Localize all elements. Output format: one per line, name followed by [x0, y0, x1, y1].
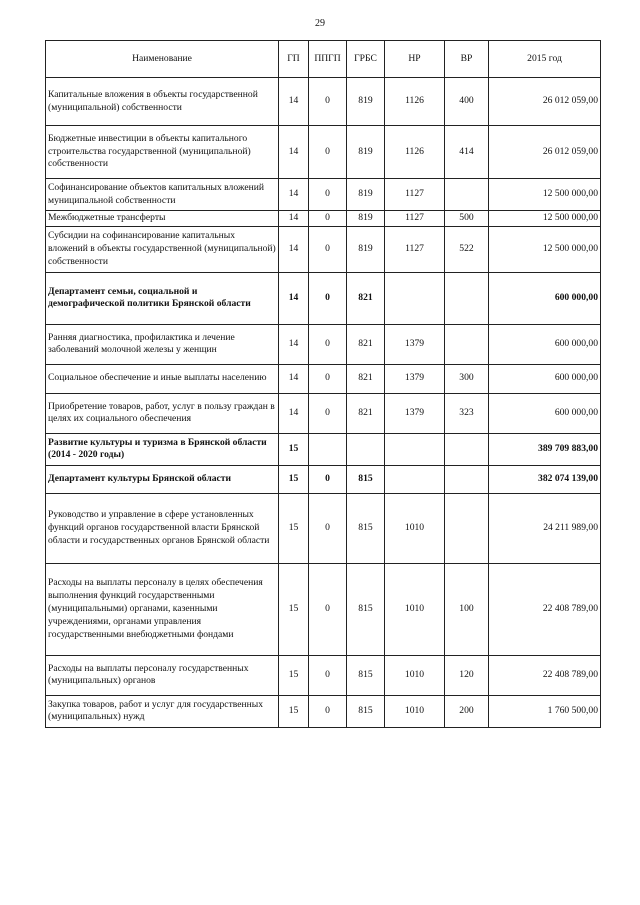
cell-ppgp: 0: [309, 493, 347, 563]
cell-amount: 389 709 883,00: [489, 433, 601, 465]
table-row: [46, 433, 601, 465]
cell-gp: 14: [279, 324, 309, 364]
cell-gp: 15: [279, 493, 309, 563]
cell-name: Департамент семьи, социальной и демографической политики Брянской области: [46, 272, 279, 324]
cell-grbs: 819: [347, 211, 385, 227]
cell-vr: [445, 493, 489, 563]
cell-gp: 14: [279, 272, 309, 324]
cell-ppgp: 0: [309, 179, 347, 211]
cell-amount: 12 500 000,00: [489, 211, 601, 227]
cell-amount: 600 000,00: [489, 364, 601, 393]
cell-grbs: 819: [347, 126, 385, 179]
cell-np: 1379: [385, 393, 445, 433]
cell-amount: 600 000,00: [489, 272, 601, 324]
cell-name: Ранняя диагностика, профилактика и лечение заболеваний молочной железы у женщин: [46, 324, 279, 364]
table-row: [46, 78, 601, 126]
cell-ppgp: 0: [309, 78, 347, 126]
cell-name: Софинансирование объектов капитальных вложений муниципальной собственности: [46, 179, 279, 211]
cell-grbs: [347, 433, 385, 465]
cell-grbs: 819: [347, 78, 385, 126]
cell-np: 1010: [385, 655, 445, 695]
table-row: [46, 695, 601, 727]
cell-gp: 14: [279, 126, 309, 179]
cell-amount: 12 500 000,00: [489, 179, 601, 211]
cell-ppgp: 0: [309, 465, 347, 493]
cell-amount: 1 760 500,00: [489, 695, 601, 727]
cell-np: 1126: [385, 126, 445, 179]
table-row: [46, 179, 601, 211]
table-row: [46, 126, 601, 179]
page-number: 29: [315, 18, 325, 29]
table-row: [46, 324, 601, 364]
cell-np: 1379: [385, 324, 445, 364]
cell-vr: [445, 324, 489, 364]
cell-ppgp: 0: [309, 324, 347, 364]
cell-name: Департамент культуры Брянской области: [46, 465, 279, 493]
cell-np: 1379: [385, 364, 445, 393]
cell-grbs: 821: [347, 324, 385, 364]
header-ppgp: ППГП: [309, 41, 347, 78]
cell-np: 1127: [385, 211, 445, 227]
table-row: [46, 655, 601, 695]
cell-gp: 14: [279, 211, 309, 227]
cell-ppgp: [309, 433, 347, 465]
table-header-row: [46, 41, 601, 78]
cell-amount: 22 408 789,00: [489, 655, 601, 695]
cell-ppgp: 0: [309, 126, 347, 179]
cell-name: Субсидии на софинансирование капитальных вложений в объекты государственной (муниципальной) собственности: [46, 226, 279, 272]
table-row: [46, 563, 601, 655]
cell-name: Закупка товаров, работ и услуг для государственных (муниципальных) нужд: [46, 695, 279, 727]
cell-vr: [445, 465, 489, 493]
cell-name: Социальное обеспечение и иные выплаты населению: [46, 364, 279, 393]
cell-name: Капитальные вложения в объекты государственной (муниципальной) собственности: [46, 78, 279, 126]
cell-grbs: 821: [347, 364, 385, 393]
cell-name: Расходы на выплаты персоналу в целях обеспечения выполнения функций государственными (муниципальными) органами, казенными учреждениями, органами управления государственными внебюджетными фондами: [46, 563, 279, 655]
cell-vr: 120: [445, 655, 489, 695]
cell-np: 1127: [385, 226, 445, 272]
cell-gp: 15: [279, 695, 309, 727]
cell-gp: 14: [279, 364, 309, 393]
cell-grbs: 815: [347, 695, 385, 727]
cell-vr: 400: [445, 78, 489, 126]
cell-vr: 414: [445, 126, 489, 179]
header-vr: ВР: [445, 41, 489, 78]
cell-np: [385, 272, 445, 324]
cell-grbs: 819: [347, 226, 385, 272]
header-np: НР: [385, 41, 445, 78]
cell-amount: 26 012 059,00: [489, 126, 601, 179]
cell-ppgp: 0: [309, 393, 347, 433]
cell-vr: 300: [445, 364, 489, 393]
cell-amount: 24 211 989,00: [489, 493, 601, 563]
cell-gp: 15: [279, 563, 309, 655]
header-gp: ГП: [279, 41, 309, 78]
cell-grbs: 815: [347, 493, 385, 563]
cell-ppgp: 0: [309, 563, 347, 655]
cell-gp: 14: [279, 393, 309, 433]
header-name: Наименование: [46, 41, 279, 78]
cell-name: Руководство и управление в сфере установленных функций органов государственной власти Брянской области и государственных органов Брянской области: [46, 493, 279, 563]
cell-gp: 15: [279, 655, 309, 695]
cell-grbs: 815: [347, 655, 385, 695]
cell-gp: 14: [279, 179, 309, 211]
table-row: [46, 226, 601, 272]
header-year: 2015 год: [489, 41, 601, 78]
cell-np: 1010: [385, 695, 445, 727]
cell-name: Приобретение товаров, работ, услуг в пользу граждан в целях их социального обеспечения: [46, 393, 279, 433]
table-row: [46, 465, 601, 493]
table-row: [46, 493, 601, 563]
cell-ppgp: 0: [309, 226, 347, 272]
cell-gp: 15: [279, 433, 309, 465]
cell-amount: 26 012 059,00: [489, 78, 601, 126]
cell-vr: 522: [445, 226, 489, 272]
budget-table: [45, 40, 601, 728]
cell-vr: [445, 433, 489, 465]
cell-amount: 600 000,00: [489, 324, 601, 364]
cell-amount: 382 074 139,00: [489, 465, 601, 493]
cell-np: [385, 433, 445, 465]
cell-ppgp: 0: [309, 695, 347, 727]
cell-name: Расходы на выплаты персоналу государственных (муниципальных) органов: [46, 655, 279, 695]
header-grbs: ГРБС: [347, 41, 385, 78]
table-row: [46, 272, 601, 324]
table-row: [46, 364, 601, 393]
cell-amount: 22 408 789,00: [489, 563, 601, 655]
cell-grbs: 821: [347, 393, 385, 433]
cell-ppgp: 0: [309, 272, 347, 324]
table-row: [46, 393, 601, 433]
cell-vr: [445, 179, 489, 211]
cell-np: 1010: [385, 563, 445, 655]
cell-vr: 200: [445, 695, 489, 727]
cell-name: Развитие культуры и туризма в Брянской области (2014 - 2020 годы): [46, 433, 279, 465]
cell-amount: 600 000,00: [489, 393, 601, 433]
cell-gp: 15: [279, 465, 309, 493]
cell-grbs: 819: [347, 179, 385, 211]
cell-amount: 12 500 000,00: [489, 226, 601, 272]
table-row: [46, 211, 601, 227]
cell-ppgp: 0: [309, 364, 347, 393]
cell-grbs: 815: [347, 465, 385, 493]
cell-name: Межбюджетные трансферты: [46, 211, 279, 227]
cell-vr: 100: [445, 563, 489, 655]
cell-grbs: 815: [347, 563, 385, 655]
cell-vr: 323: [445, 393, 489, 433]
cell-grbs: 821: [347, 272, 385, 324]
cell-vr: [445, 272, 489, 324]
cell-ppgp: 0: [309, 211, 347, 227]
cell-np: [385, 465, 445, 493]
cell-ppgp: 0: [309, 655, 347, 695]
cell-gp: 14: [279, 78, 309, 126]
cell-gp: 14: [279, 226, 309, 272]
cell-vr: 500: [445, 211, 489, 227]
cell-np: 1127: [385, 179, 445, 211]
cell-name: Бюджетные инвестиции в объекты капитального строительства государственной (муниципальной) собственности: [46, 126, 279, 179]
cell-np: 1010: [385, 493, 445, 563]
cell-np: 1126: [385, 78, 445, 126]
